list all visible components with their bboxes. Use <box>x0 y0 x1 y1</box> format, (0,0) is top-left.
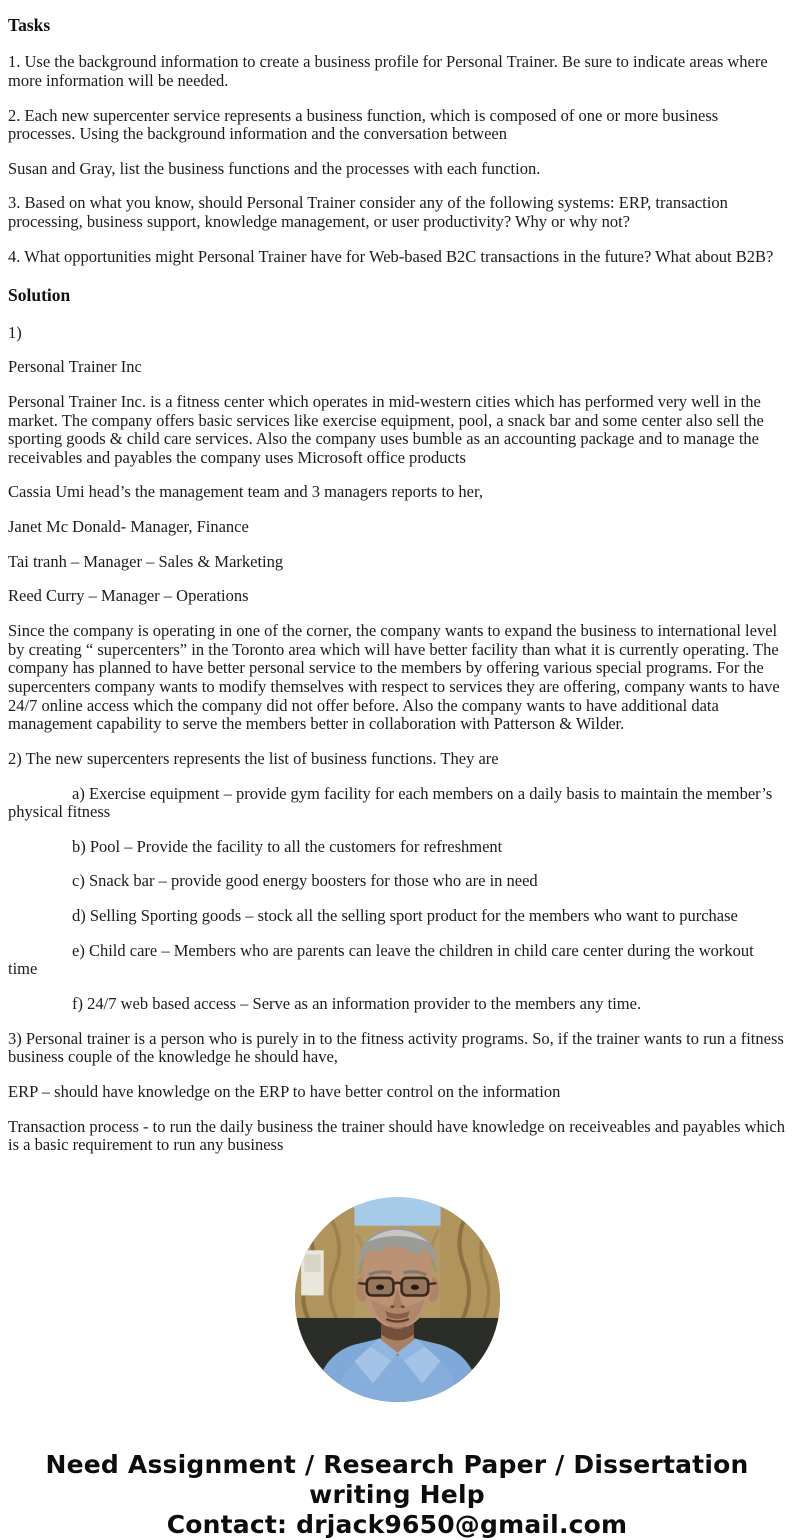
task-item-1: 1. Use the background information to create a business profile for Personal Trainer. Be sure to indicate areas where more information will be needed. <box>8 52 768 90</box>
solution-para-management: Cassia Umi head’s the management team and 3 managers reports to her, <box>8 482 483 502</box>
function-item-a: a) Exercise equipment – provide gym facility for each members on a daily basis to maintain the member’s physical fitness <box>8 783 773 822</box>
promo-line-1: Need Assignment / Research Paper / Dissertation <box>45 1449 749 1479</box>
solution-para-q3: 3) Personal trainer is a person who is purely in to the fitness activity programs. So, if the trainer wants to run a fitness business couple of the knowledge he should have, <box>8 1028 784 1067</box>
solution-heading: Solution <box>8 285 71 306</box>
function-item-f: f) 24/7 web based access – Serve as an information provider to the members any time. <box>72 994 642 1013</box>
tasks-heading: Tasks <box>8 15 51 35</box>
solution-para-manager-finance: Janet Mc Donald- Manager, Finance <box>8 517 249 537</box>
solution-para-functions-intro: 2) The new supercenters represents the list of business functions. They are <box>8 748 499 768</box>
function-item-b: b) Pool – Provide the facility to all the customers for refreshment <box>72 836 503 856</box>
tutor-portrait-photo <box>295 1197 500 1402</box>
portrait-illustration <box>295 1197 500 1402</box>
contact-email-line: Contact: drjack9650@gmail.com <box>166 1509 628 1539</box>
task-item-2b: Susan and Gray, list the business functions and the processes with each function. <box>8 158 541 178</box>
solution-para-manager-operations: Reed Curry – Manager – Operations <box>8 586 249 606</box>
task-item-4: 4. What opportunities might Personal Trainer have for Web-based B2C transactions in the future? What about B2B? <box>8 246 774 266</box>
task-item-2: 2. Each new supercenter service represents a business function, which is composed of one or more business processes. Using the background information and the conversation between <box>8 105 719 144</box>
function-item-c: c) Snack bar – provide good energy boosters for those who are in need <box>72 871 538 891</box>
solution-para-expansion: Since the company is operating in one of the corner, the company wants to expand the business to international level by creating “ supercenters” in the Toronto area which will have better facility than what it is currently operating. The company has planned to have better personal service to the members by offering various special programs. For the supercenters company wants to modify themselves with respect to services they are offering, company wants to have 24/7 online access which the company did not offer before. Also the company wants to have additional data management capability to serve the members better in collaboration with Patterson & Wilder. <box>8 621 780 734</box>
solution-para-transaction: Transaction process - to run the daily business the trainer should have knowledge on receiveables and payables which is a basic requirement to run any business <box>8 1116 785 1155</box>
promo-line-2: writing Help <box>309 1479 485 1509</box>
solution-para-manager-sales: Tai tranh – Manager – Sales & Marketing <box>8 551 284 571</box>
function-item-e: e) Child care – Members who are parents can leave the children in child care center during the workout time <box>8 940 754 979</box>
solution-para-erp: ERP – should have knowledge on the ERP to have better control on the information <box>8 1081 561 1101</box>
task-item-3: 3. Based on what you know, should Personal Trainer consider any of the following systems: ERP, transaction processing, business support, knowledge management, or user productivity? Why or why not? <box>8 193 728 232</box>
solution-para-number: 1) <box>8 322 22 342</box>
promo-footer <box>8 1450 786 1540</box>
function-item-d: d) Selling Sporting goods – stock all the selling sport product for the members who want to purchase <box>72 906 738 926</box>
solution-para-profile: Personal Trainer Inc. is a fitness center which operates in mid-western cities which has performed very well in the market. The company offers basic services like exercise equipment, pool, a snack bar and some center also sell the sporting goods & child care services. Also the company uses bumble as an accounting package and to manage the receivables and payables the company uses Microsoft office products <box>8 391 764 467</box>
solution-para-title: Personal Trainer Inc <box>8 357 142 377</box>
